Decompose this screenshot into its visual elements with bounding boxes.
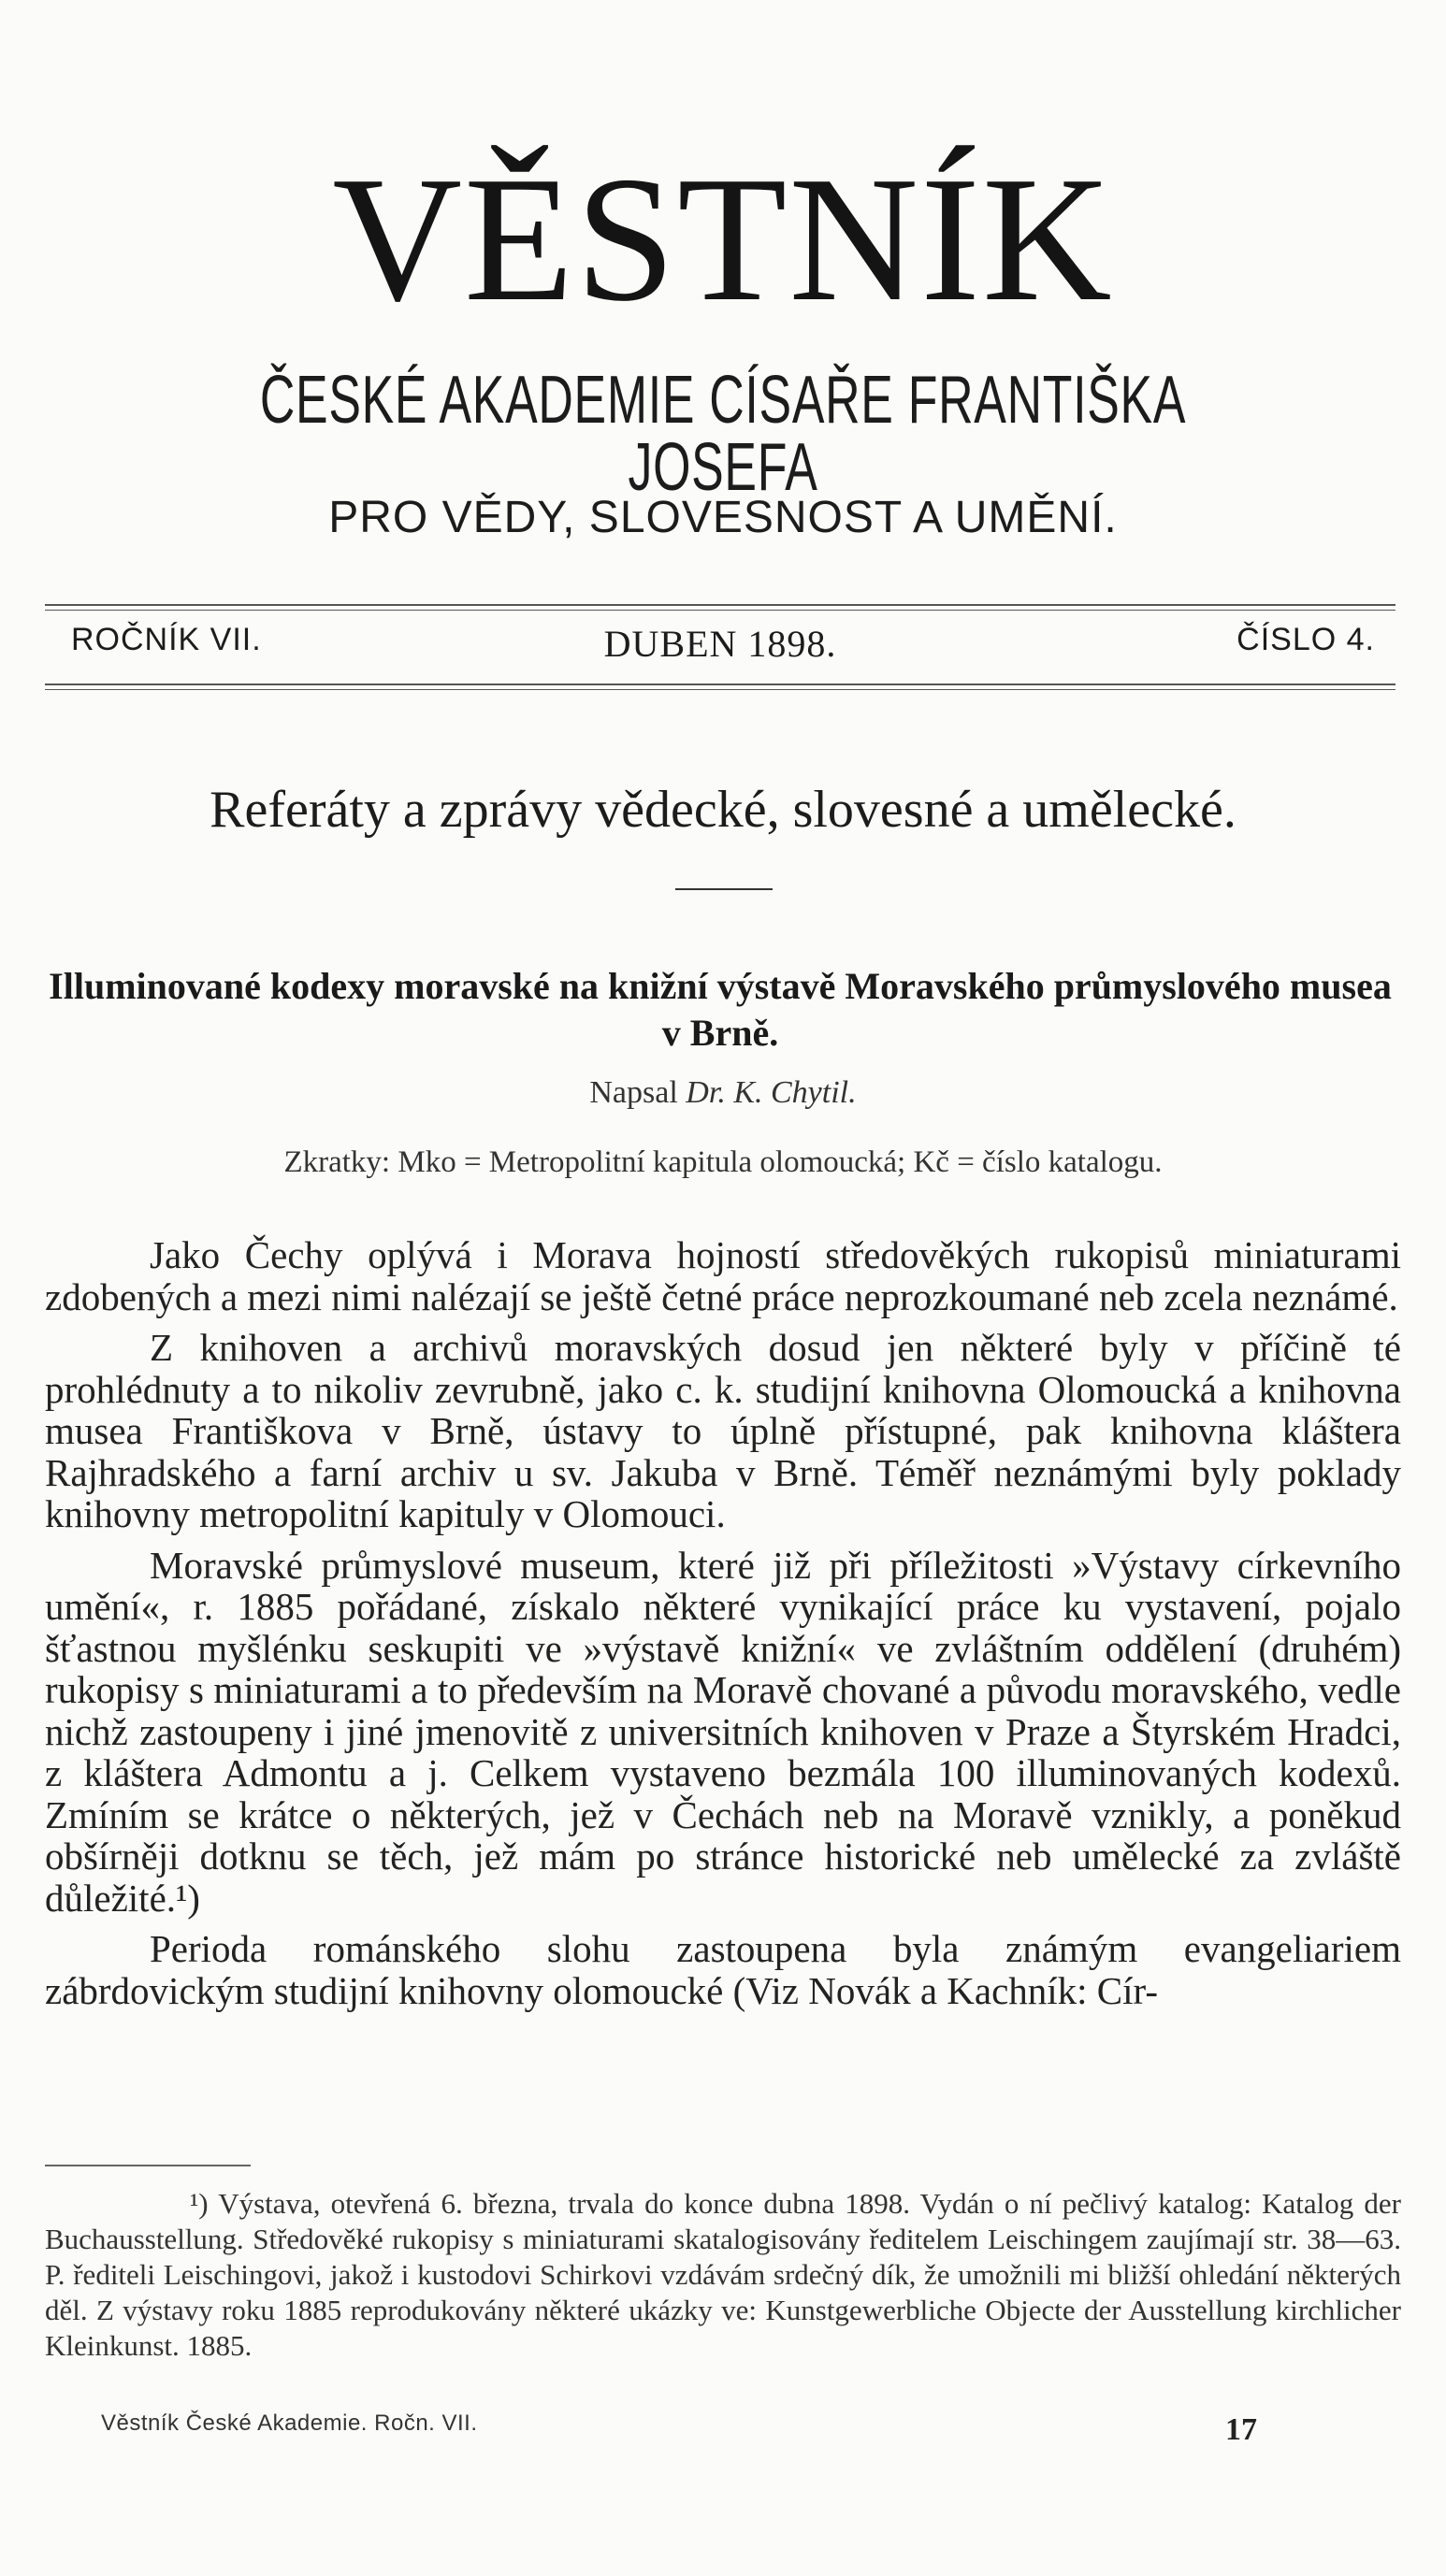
footnote — [45, 2186, 1401, 2364]
rule-top-1 — [45, 604, 1395, 606]
rule-bottom-2 — [45, 689, 1395, 690]
issue-info-row — [45, 622, 1395, 674]
article-title: Illuminované kodexy moravské na knižní výstavě Moravského průmyslového musea v Brně. — [49, 965, 1392, 1054]
journal-subtitle: ČESKÉ AKADEMIE CÍSAŘE FRANTIŠKA JOSEFA — [259, 363, 1187, 505]
author-prefix: Napsal — [589, 1075, 678, 1110]
page-number: 17 — [1225, 2412, 1257, 2447]
section-heading: Referáty a zprávy vědecké, slovesné a umělecké. — [210, 781, 1236, 839]
section-divider — [675, 888, 773, 890]
author-name: Dr. K. Chytil. — [686, 1075, 857, 1110]
paragraph: Jako Čechy oplývá i Morava hojností středověkých rukopisů miniaturami zdobených a mezi nimi nalézají se ještě četné práce neprozkoumané neb zcela neznámé. — [45, 1233, 1401, 1318]
journal-title: VĚSTNÍK — [332, 139, 1114, 338]
rule-top-2 — [45, 610, 1395, 611]
article-body — [45, 1234, 1401, 2021]
paragraph: Z knihoven a archivů moravských dosud jen některé byly v příčině té prohlédnuty a to nikoliv zevrubně, jako c. k. studijní knihovna Olomoucká a knihovna musea Františkova v Brně, ústavy to úplně přístupné, pak knihovna kláštera Rajhradského a farní archiv u sv. Jakuba v Brně. Téměř neznámými byly poklady knihovny metropolitní kapituly v Olomouci. — [45, 1326, 1401, 1535]
footnote-divider — [45, 2165, 251, 2166]
paragraph: Perioda románského slohu zastoupena byla známým evangeliariem zábrdovickým studijní knihovny olomoucké (Viz Novák a Kachník: Cír- — [45, 1927, 1401, 2012]
paragraph: Moravské průmyslové museum, které již při příležitosti »Výstavy církevního umění«, r. 1885 pořádané, získalo některé vynikající práce ku vystavení, pojalo šťastnou myšlénku seskupiti ve »výstavě knižní« ve zvláštním oddělení (druhém) rukopisy s miniaturami a to především na Moravě chované a původu moravského, vedle nichž zastoupeny i jiné jmenovitě z universitních knihoven v Praze a Štyrském Hradci, z kláštera Admontu a j. Celkem vystaveno bezmála 100 illuminovaných kodexů. Zmíním se krátce o některých, jež v Čechách neb na Moravě vznikly, a poněkud obšírněji dotknu se těch, jež mám po stránce historické neb umělecké za zvláště důležité.¹) — [45, 1543, 1401, 1920]
abbreviations-note: Zkratky: Mko = Metropolitní kapitula olomoucká; Kč = číslo katalogu. — [283, 1145, 1163, 1179]
article-author — [0, 1075, 1446, 1111]
footer-journal-reference: Věstník České Akademie. Ročn. VII. — [101, 2411, 478, 2436]
footnote-text: ¹) Výstava, otevřená 6. března, trvala do konce dubna 1898. Vydán o ní pečlivý katalog: Katalog der Buchausstellung. Středověké rukopisy s miniaturami skatalogisovány ředitelem Leischingem zaujímají str. 38—63. P. řediteli Leischingovi, jakož i kustodovi Schirkovi vzdávám srdečný dík, že umožnili mi bližší ohledání některých děl. Z výstavy roku 1885 reprodukovány některé ukázky ve: Kunstgewerbliche Objecte der Ausstellung kirchlicher Kleinkunst. 1885. — [45, 2187, 1401, 2362]
rule-bottom-1 — [45, 684, 1395, 685]
journal-subtitle-secondary: PRO VĚDY, SLOVESNOST A UMĚNÍ. — [328, 493, 1118, 542]
issue-volume: ROČNÍK VII. — [71, 622, 262, 657]
issue-number: ČÍSLO 4. — [1236, 622, 1375, 657]
issue-date: DUBEN 1898. — [603, 623, 837, 665]
